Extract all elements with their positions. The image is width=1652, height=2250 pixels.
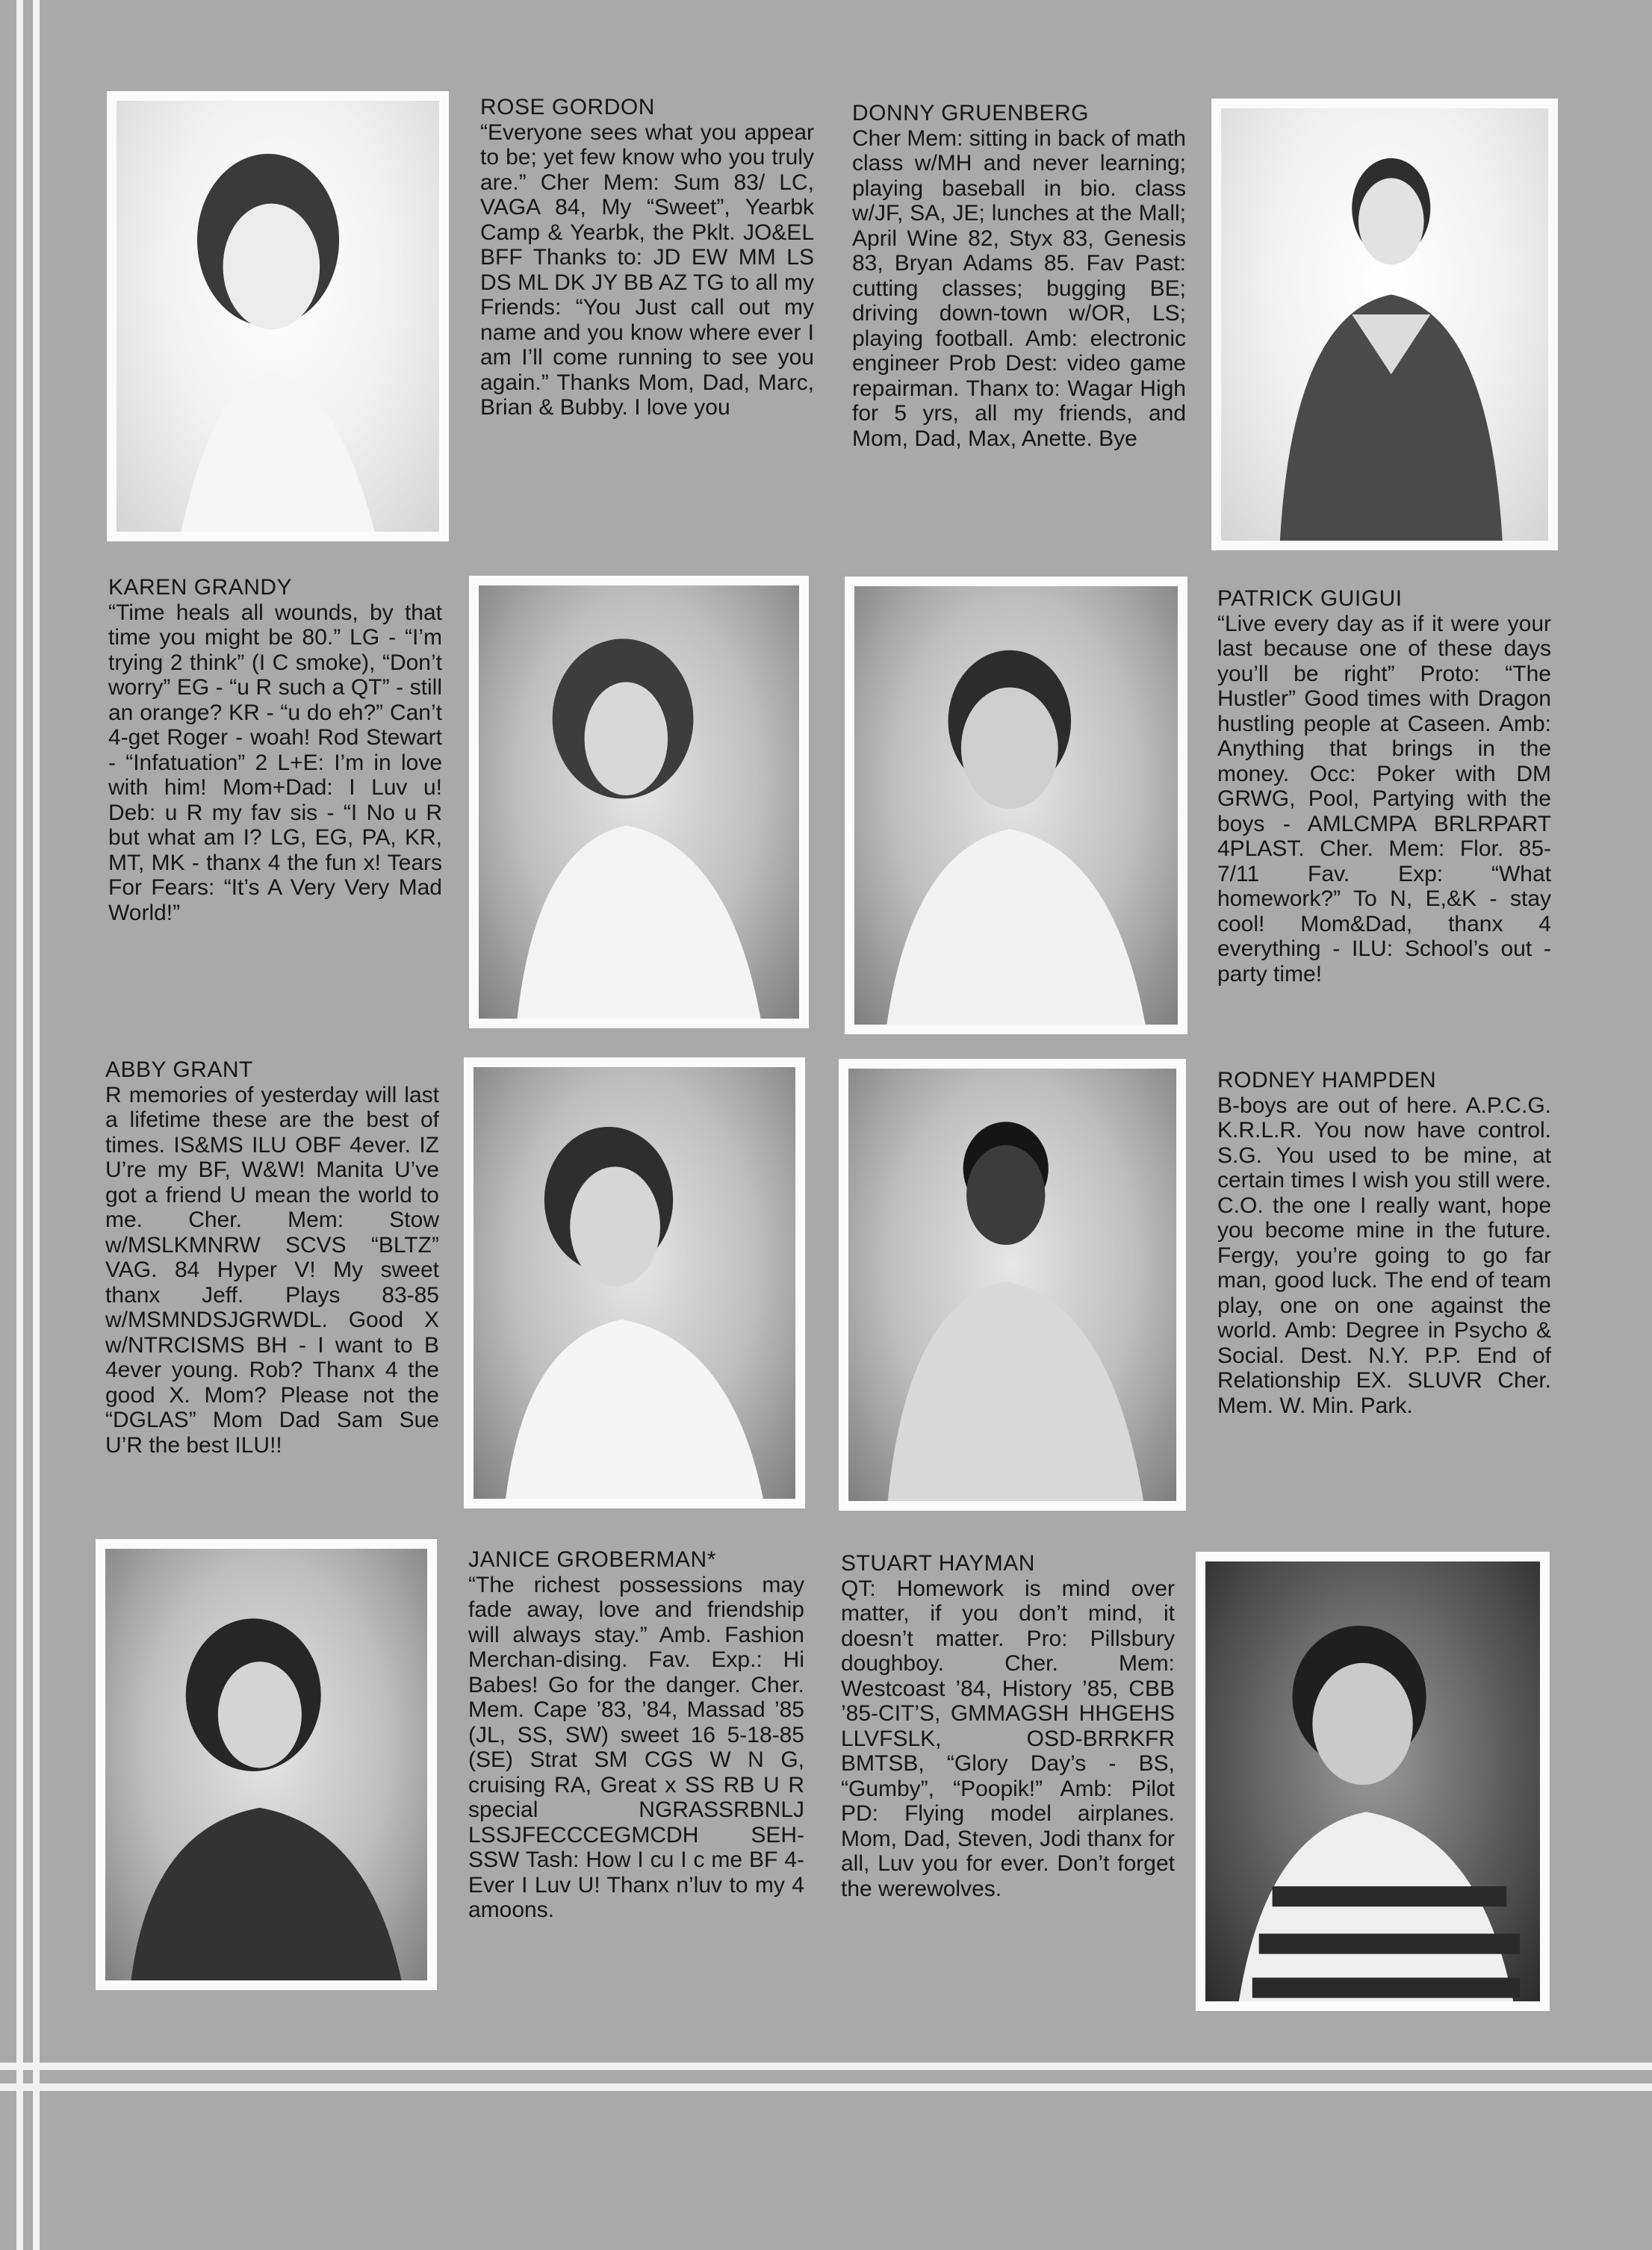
student-name: DONNY GRUENBERG xyxy=(852,101,1089,125)
portrait-photo-patrick-guigui xyxy=(845,577,1187,1034)
portrait-photo-stuart-hayman xyxy=(1196,1552,1550,2011)
student-name: ABBY GRANT xyxy=(105,1057,253,1082)
bottom-horizontal-rule-top xyxy=(0,2063,1652,2070)
student-name: PATRICK GUIGUI xyxy=(1217,586,1403,611)
portrait-silhouette xyxy=(1221,108,1548,541)
portrait-photo-karen-grandy xyxy=(469,576,809,1028)
entry-rose-gordon xyxy=(480,95,814,420)
student-name: STUART HAYMAN xyxy=(841,1551,1035,1576)
student-bio: QT: Homework is mind over matter, if you don’t mind, it doesn’t matter. Pro: Pillsbury doughboy. Cher. Mem: Westcoast ’84, History ’85, CBB ’85-CIT’S, GMMAGSH HHGEHS LLVFSLK, OSD-BRRKFR BMTSB, “Glory Day’s - BS, “Gumby”, “Poopik!” Amb: Pilot PD: Flying model airplanes. Mom, Dad, Steven, Jodi thanx for all, Luv you for ever. Don’t forget the werewolves. xyxy=(841,1576,1175,1901)
student-name: KAREN GRANDY xyxy=(108,575,293,600)
left-vertical-rule xyxy=(16,0,23,2250)
portrait-silhouette xyxy=(117,101,439,532)
student-bio: “Time heals all wounds, by that time you might be 80.” LG - “I’m trying 2 think” (I C smoke), “Don’t worry” EG - “u R such a QT” - still an orange? KR - “u do eh?” Can’t 4-get Roger - woah! Rod Stewart - “Infatuation” 2 L+E: I’m in love with him! Mom+Dad: I Luv u! Deb: u R my fav sis - “I No u R but what am I? LG, EG, PA, KR, MT, MK - thanx 4 the fun x! Tears For Fears: “It’s A Very Very Mad World!” xyxy=(108,600,442,925)
portrait-silhouette xyxy=(105,1549,427,1980)
student-bio: Cher Mem: sitting in back of math class w/MH and never learning; playing baseball in bio. class w/JF, SA, JE; lunches at the Mall; April Wine 82, Styx 83, Genesis 83, Bryan Adams 85. Fav Past: cutting classes; bugging BE; driving down-town w/OR, LS; playing football. Amb: electronic engineer Prob Dest: video game repairman. Thanx to: Wagar High for 5 yrs, all my friends, and Mom, Dad, Max, Anette. Bye xyxy=(852,125,1186,451)
entry-abby-grant xyxy=(105,1057,439,1458)
portrait-silhouette xyxy=(848,1069,1176,1501)
student-bio: B-boys are out of here. A.P.C.G. K.R.L.R. You now have control. S.G. You used to be mine, at certain times I wish you still were. C.O. the one I really want, hope you become mine in the future. Fergy, you’re going to go far man, good luck. The end of team play, one on one against the world. Amb: Degree in Psycho & Social. Dest. N.Y. P.P. End of Relationship EX. SLUVR Cher. Mem. W. Min. Park. xyxy=(1217,1093,1551,1418)
portrait-silhouette xyxy=(479,585,799,1019)
bottom-horizontal-rule-bottom xyxy=(0,2083,1652,2091)
portrait-photo-rose-gordon xyxy=(107,91,449,541)
entry-janice-groberman xyxy=(468,1547,804,1923)
entry-patrick-guigui xyxy=(1217,586,1551,986)
portrait-silhouette xyxy=(854,586,1178,1025)
entry-stuart-hayman xyxy=(841,1551,1175,1901)
student-name: JANICE GROBERMAN* xyxy=(468,1547,716,1572)
student-name: ROSE GORDON xyxy=(480,95,655,119)
entry-rodney-hampden xyxy=(1217,1068,1551,1418)
portrait-photo-janice-groberman xyxy=(96,1539,437,1990)
portrait-photo-abby-grant xyxy=(464,1057,805,1508)
student-bio: “Everyone sees what you appear to be; yet few know who you truly are.” Cher Mem: Sum 83/ LC, VAGA 84, My “Sweet”, Yearbk Camp & Yearbk, the Pklt. JO&EL BFF Thanks to: JD EW MM LS DS ML DK JY BB AZ TG to all my Friends: “You Just call out my name and you know where ever I am I’ll come running to see you again.” Thanks Mom, Dad, Marc, Brian & Bubby. I love you xyxy=(480,119,814,420)
entry-karen-grandy xyxy=(108,575,442,925)
entry-donny-gruenberg xyxy=(852,101,1186,451)
portrait-silhouette xyxy=(473,1067,795,1499)
student-bio: “The richest possessions may fade away, love and friendship will always stay.” Amb. Fashion Merchan-dising. Fav. Exp.: Hi Babes! Go for the danger. Cher. Mem. Cape ’83, ’84, Massad ’85 (JL, SS, SW) sweet 16 5-18-85 (SE) Strat SM CGS W N G, cruising RA, Great x SS RB U R special NGRASSRBNLJ LSSJFECCCEGMCDH SEH-SSW Tash: How I cu I c me BF 4-Ever I Luv U! Thanx n’luv to my 4 amoons. xyxy=(468,1572,804,1922)
portrait-silhouette xyxy=(1205,1561,1540,2001)
portrait-photo-donny-gruenberg xyxy=(1211,99,1558,550)
student-bio: R memories of yesterday will last a lifetime these are the best of times. IS&MS ILU OBF 4ever. IZ U’re my BF, W&W! Manita U’ve got a friend U mean the world to me. Cher. Mem: Stow w/MSLKMNRW SCVS “BLTZ” VAG. 84 Hyper V! My sweet thanx Jeff. Plays 83-85 w/MSMNDSJGRWDL. Good X w/NTRCISMS BH - I want to B 4ever young. Rob? Thanx 4 the good X. Mom? Please not the “DGLAS” Mom Dad Sam Sue U’R the best ILU!! xyxy=(105,1082,439,1458)
student-bio: “Live every day as if it were your last because one of these days you’ll be right” Proto: “The Hustler” Good times with Dragon hustling people at Caseen. Amb: Anything that brings in the money. Occ: Poker with DM GRWG, Pool, Partying with the boys - AMLCMPA BRLRPART 4PLAST. Cher. Mem: Flor. 85-7/11 Fav. Exp: “What homework?” To N, E,&K - stay cool! Mom&Dad, thanx 4 everything - ILU: School’s out - party time! xyxy=(1217,611,1551,986)
student-name: RODNEY HAMPDEN xyxy=(1217,1068,1437,1093)
left-vertical-rule-inner xyxy=(33,0,40,2250)
portrait-photo-rodney-hampden xyxy=(839,1059,1186,1511)
